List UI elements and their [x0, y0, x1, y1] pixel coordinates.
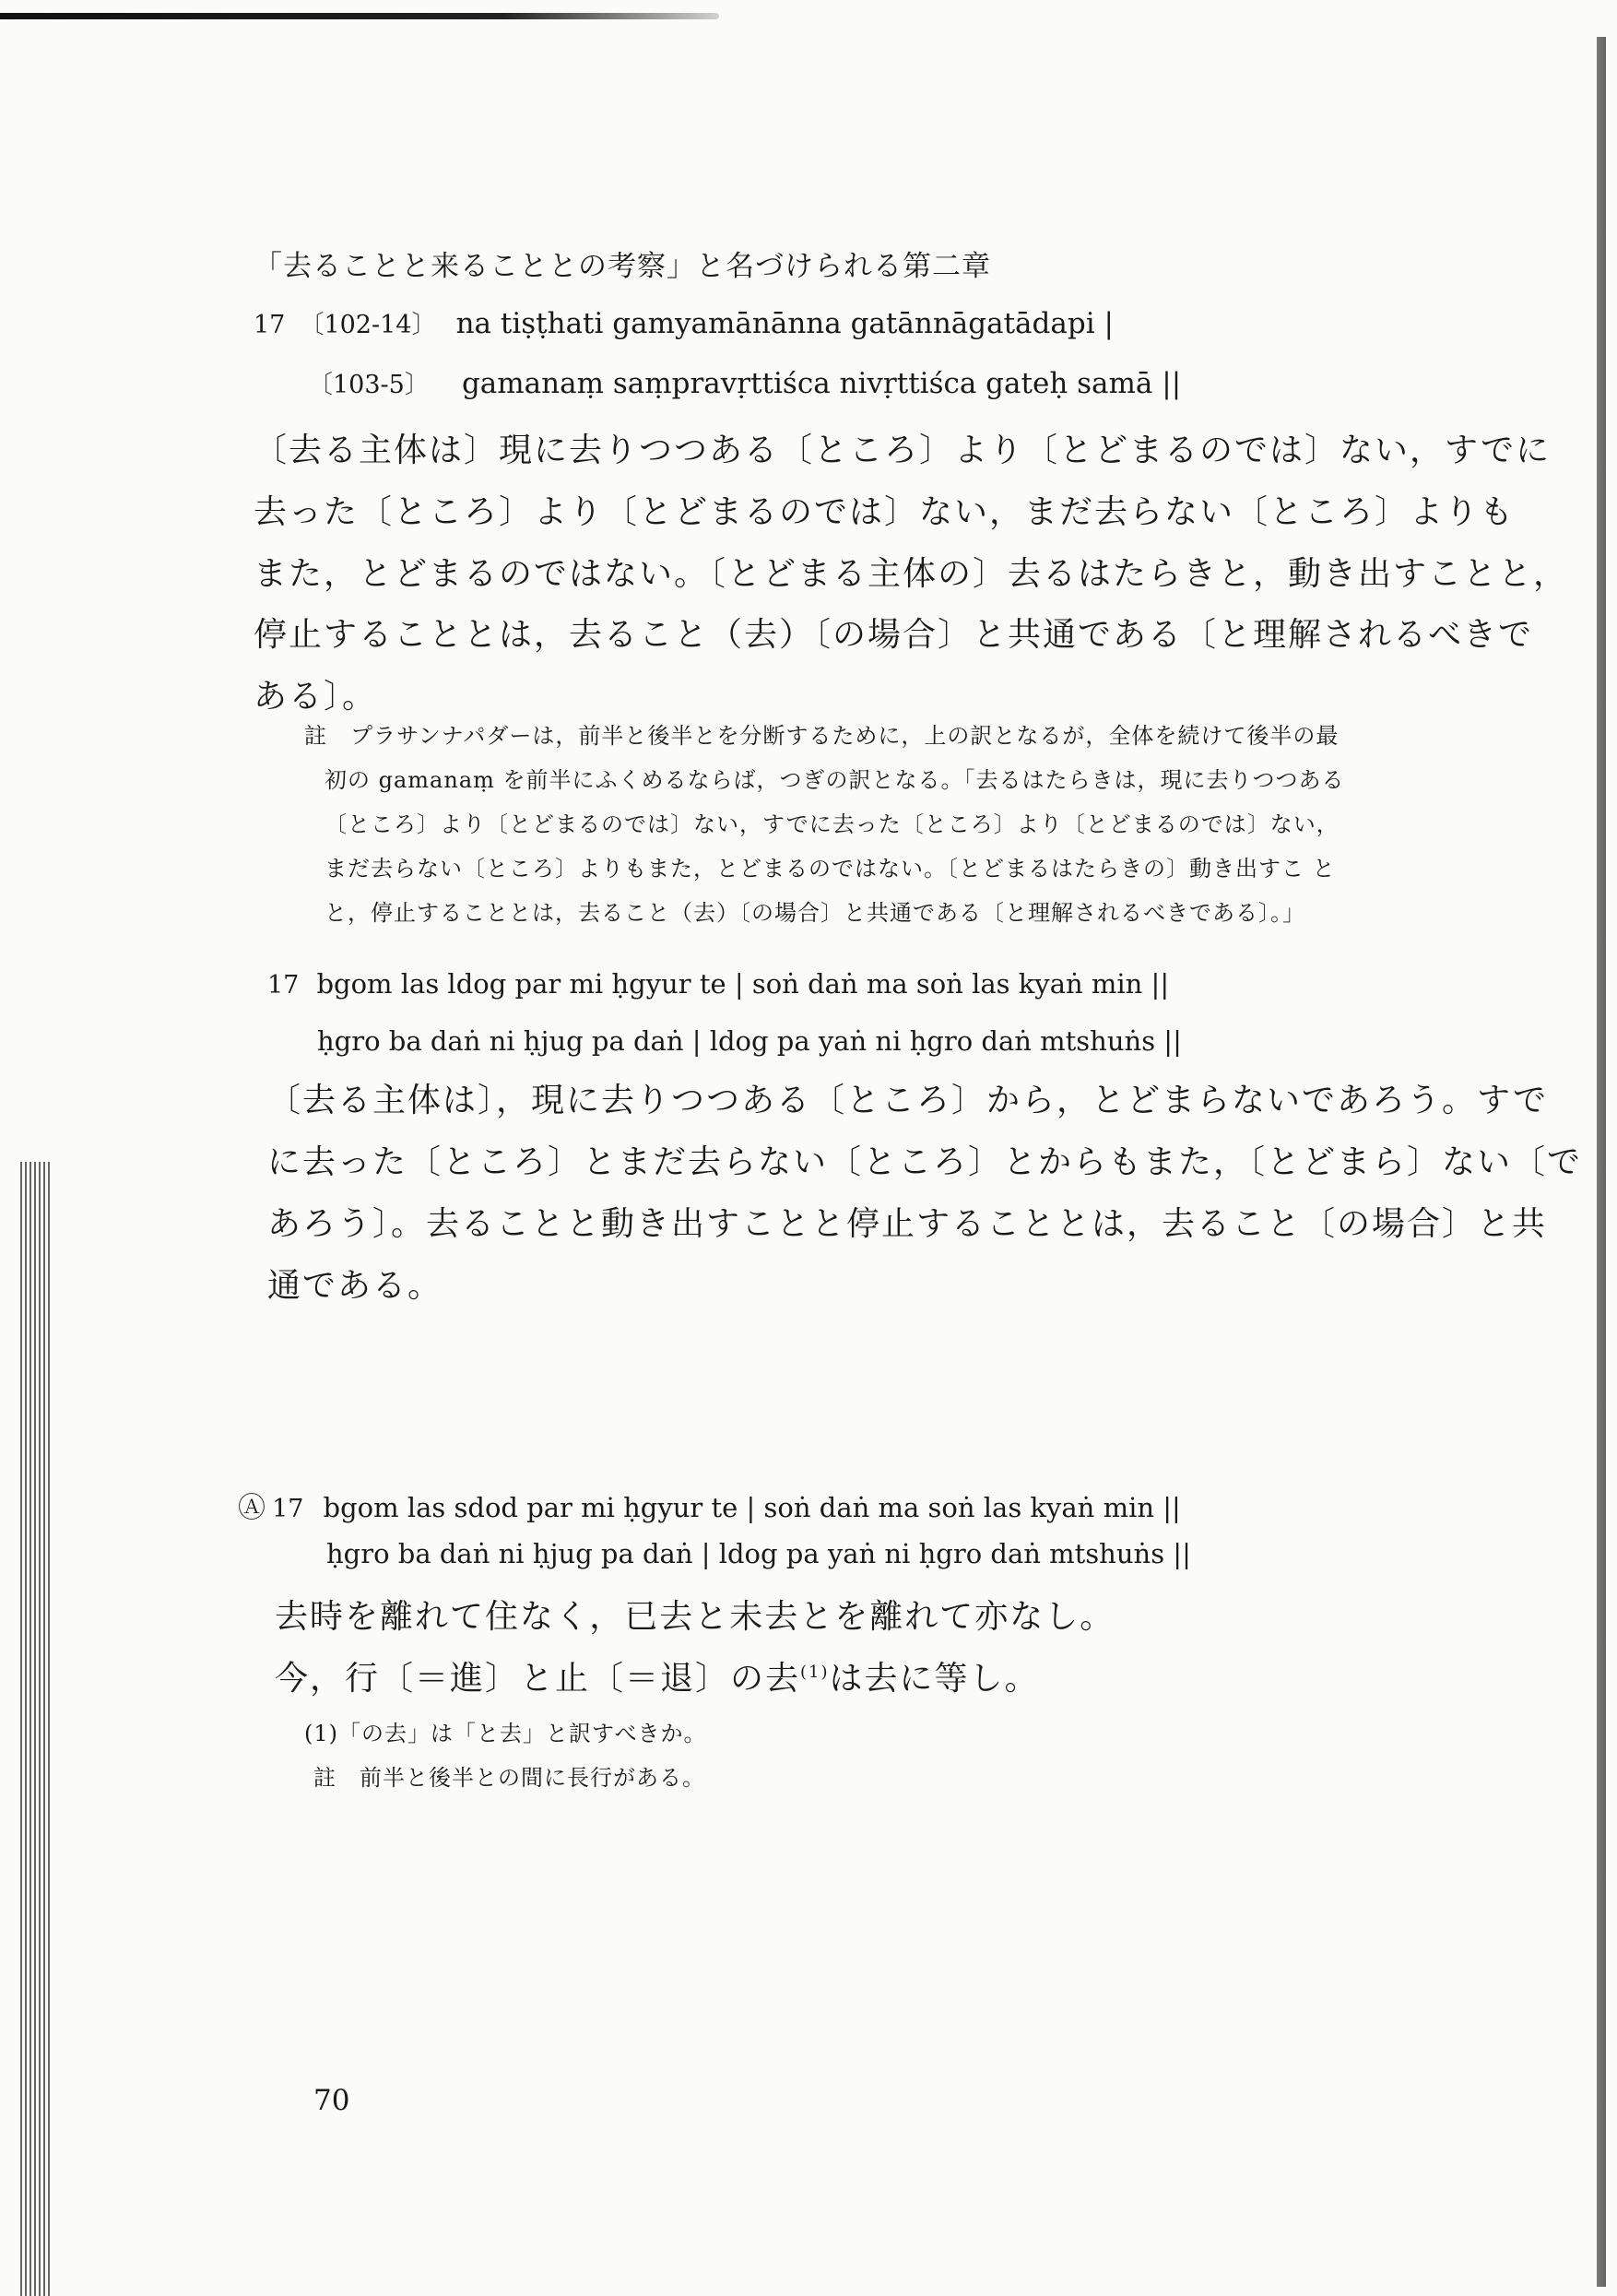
translation-line: ある〕。 — [254, 678, 378, 716]
page-number: 70 — [313, 2084, 350, 2117]
chinese-version-verse-line-2: ḥgro ba daṅ ni ḥjug pa daṅ | ldog pa yaṅ ni ḥgro daṅ mtshuṅs || — [326, 1538, 1191, 1569]
translation-line: あろう〕。去ることと動き出すことと停止することとは，去ること〔の場合〕と共 — [267, 1205, 1548, 1243]
verse-reference: 〔103-5〕 — [308, 371, 430, 399]
scan-edge-top — [0, 13, 719, 19]
translation-line: また，とどまるのではない。〔とどまる主体の〕去るはたらきと，動き出すことと， — [254, 555, 1569, 593]
footnote-marker: (1) — [800, 1663, 830, 1682]
chinese-version-verse-line-1 — [238, 1485, 1181, 1525]
note-line: と，停止することとは，去ること（去）〔の場合〕と共通である〔と理解されるべきである〕。」 — [325, 900, 1305, 926]
sanskrit-verse-line-1 — [254, 304, 1114, 340]
translation-line: 〔去る主体は〕，現に去りつつある〔ところ〕から，とどまらないであろう。すで — [267, 1082, 1549, 1119]
sanskrit-verse-line-2 — [308, 364, 1181, 400]
translation-line: 通である。 — [267, 1267, 443, 1305]
translation-line: 〔去る主体は〕現に去りつつある〔ところ〕より〔とどまるのでは〕ない，すでに — [254, 432, 1552, 469]
sanskrit-text: gamanaṃ saṃpravṛttiśca nivṛttiśca gateḥ samā || — [461, 367, 1182, 400]
scan-edge-left — [20, 1162, 52, 2296]
verse-number: 17 — [272, 1495, 304, 1523]
chapter-heading: 「去ることと来ることとの考察」と名づけられる第二章 — [254, 250, 991, 283]
tibetan-text: bgom las sdod par mi ḥgyur te | soṅ daṅ ma soṅ las kyaṅ min || — [323, 1492, 1181, 1523]
kanbun-text: は去に等し。 — [829, 1660, 1040, 1698]
kanbun-line-2 — [275, 1652, 1040, 1699]
note-line: 註 前半と後半との間に長行がある。 — [313, 1765, 705, 1791]
translation-line: に去った〔ところ〕とまだ去らない〔ところ〕とからもまた，〔とどまら〕ない〔で — [267, 1143, 1583, 1181]
translation-line: 去った〔ところ〕より〔とどまるのでは〕ない，まだ去らない〔ところ〕よりも — [254, 493, 1516, 531]
translation-line: 停止することとは，去ること（去）〔の場合〕と共通である〔と理解されるべきで — [254, 616, 1534, 654]
note-line: 〔ところ〕より〔とどまるのでは〕ない，すでに去った〔ところ〕より〔とどまるのでは〕ない， — [325, 811, 1340, 837]
version-marker: Ⓐ — [238, 1492, 266, 1524]
verse-number: 17 — [267, 971, 300, 1000]
tibetan-verse-line-2: ḥgro ba daṅ ni ḥjug pa daṅ | ldog pa yaṅ ni ḥgro daṅ mtshuṅs || — [317, 1025, 1182, 1057]
tibetan-text: bgom las ldog par mi ḥgyur te | soṅ daṅ ma soṅ las kyaṅ min || — [316, 968, 1170, 1000]
footnote: (1)「の去」は「と去」と訳すべきか。 — [304, 1721, 707, 1746]
scan-edge-right — [1597, 37, 1606, 2287]
note-line: まだ去らない〔ところ〕よりもまた，とどまるのではない。〔とどまるはたらきの〕動き出すこ と — [325, 856, 1336, 882]
note-line: 註 プラサンナパダーは，前半と後半とを分断するために，上の訳となるが，全体を続けて後半の最 — [304, 723, 1340, 749]
sanskrit-text: na tiṣṭhati gamyamānānna gatānnāgatādapi | — [455, 307, 1114, 340]
note-line: 初の gamanaṃ を前半にふくめるならば，つぎの訳となる。「去るはたらきは，現に去りつつある — [325, 767, 1345, 793]
kanbun-text: 今，行〔＝進〕と止〔＝退〕の去 — [275, 1660, 801, 1698]
tibetan-verse-line-1 — [267, 968, 1169, 1000]
verse-reference: 〔102-14〕 — [299, 311, 437, 339]
verse-number: 17 — [254, 311, 286, 339]
kanbun-line-1: 去時を離れて住なく，已去と未去とを離れて亦なし。 — [275, 1598, 1115, 1636]
